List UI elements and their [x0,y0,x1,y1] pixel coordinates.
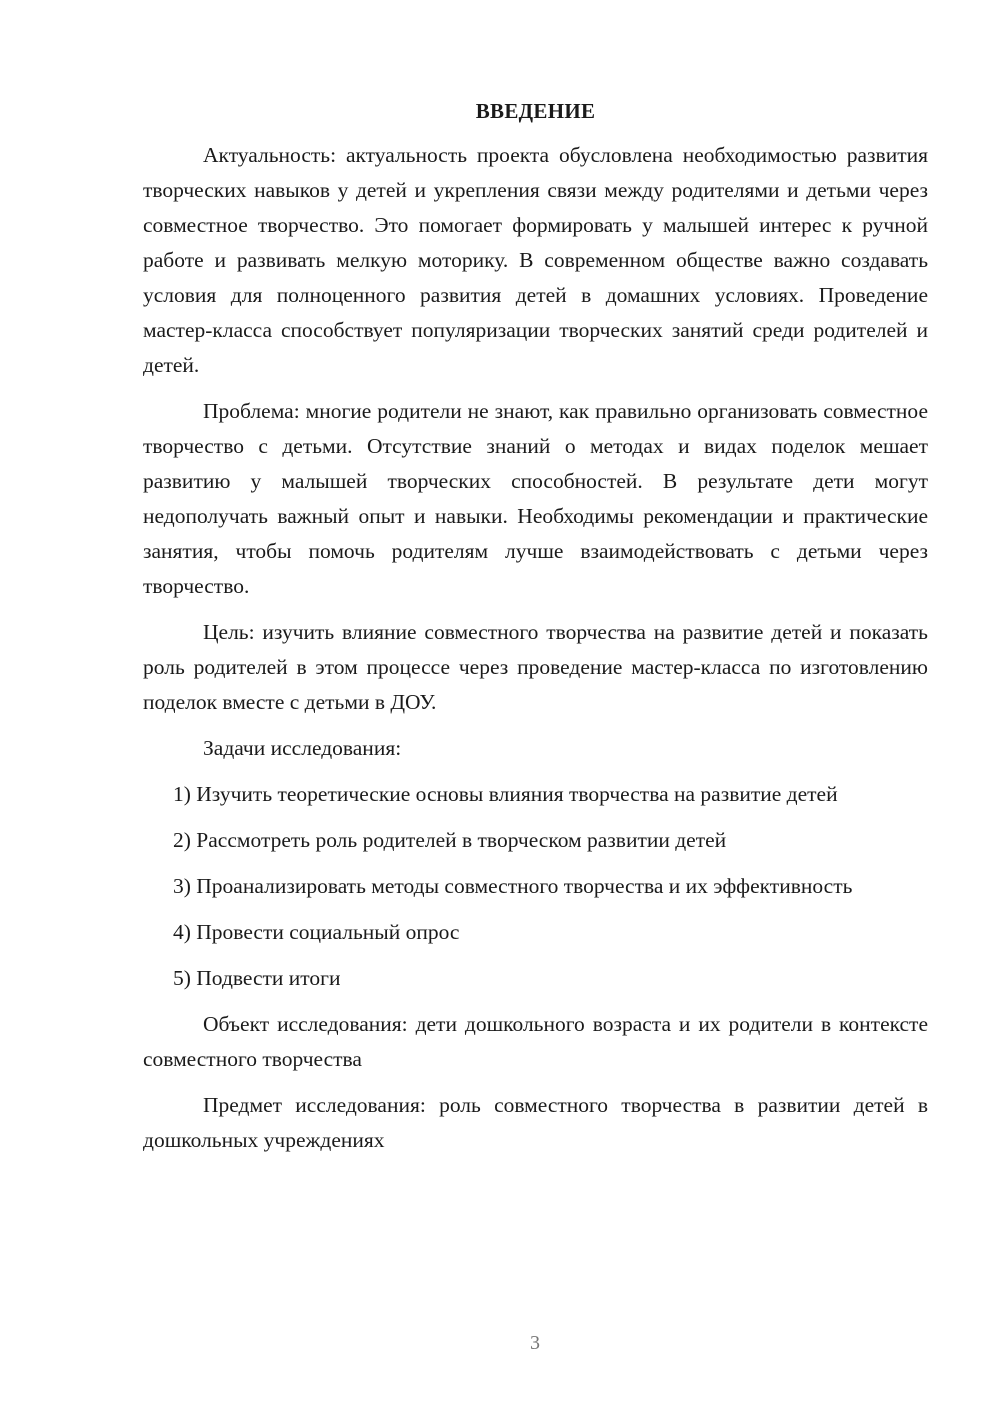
task-item-1: 1) Изучить теоретические основы влияния творчества на развитие детей [173,782,838,806]
relevance-paragraph: Актуальность: актуальность проекта обусловлена необходимостью развития творческих навыков у детей и укрепления связи между родителями и детьми через совместное творчество. Это помогает формировать у малышей интерес к ручной работе и развивать мелкую моторику. В современном обществе важно создавать условия для полноценного развития детей в домашних условиях. Проведение мастер-класса способствует популяризации творческих занятий среди родителей и детей. [143,143,928,377]
task-item-5: 5) Подвести итоги [173,966,341,990]
page-number: 3 [530,1332,540,1354]
object-paragraph: Объект исследования: дети дошкольного возраста и их родители в контексте совместного творчества [143,1012,928,1071]
tasks-heading: Задачи исследования: [203,736,402,760]
section-heading: ВВЕДЕНИЕ [475,99,596,123]
goal-paragraph: Цель: изучить влияние совместного творчества на развитие детей и показать роль родителей в этом процессе через проведение мастер-класса по изготовлению поделок вместе с детьми в ДОУ. [143,620,928,714]
task-item-4: 4) Провести социальный опрос [173,920,460,944]
subject-paragraph: Предмет исследования: роль совместного творчества в развитии детей в дошкольных учреждениях [143,1093,928,1152]
problem-paragraph: Проблема: многие родители не знают, как правильно организовать совместное творчество с детьми. Отсутствие знаний о методах и видах поделок мешает развитию у малышей творческих способностей. В результате дети могут недополучать важный опыт и навыки. Необходимы рекомендации и практические занятия, чтобы помочь родителям лучше взаимодействовать с детьми через творчество. [143,399,928,598]
document-page [143,96,928,1169]
task-item-3: 3) Проанализировать методы совместного творчества и их эффективность [173,874,853,898]
task-item-2: 2) Рассмотреть роль родителей в творческом развитии детей [173,828,727,852]
